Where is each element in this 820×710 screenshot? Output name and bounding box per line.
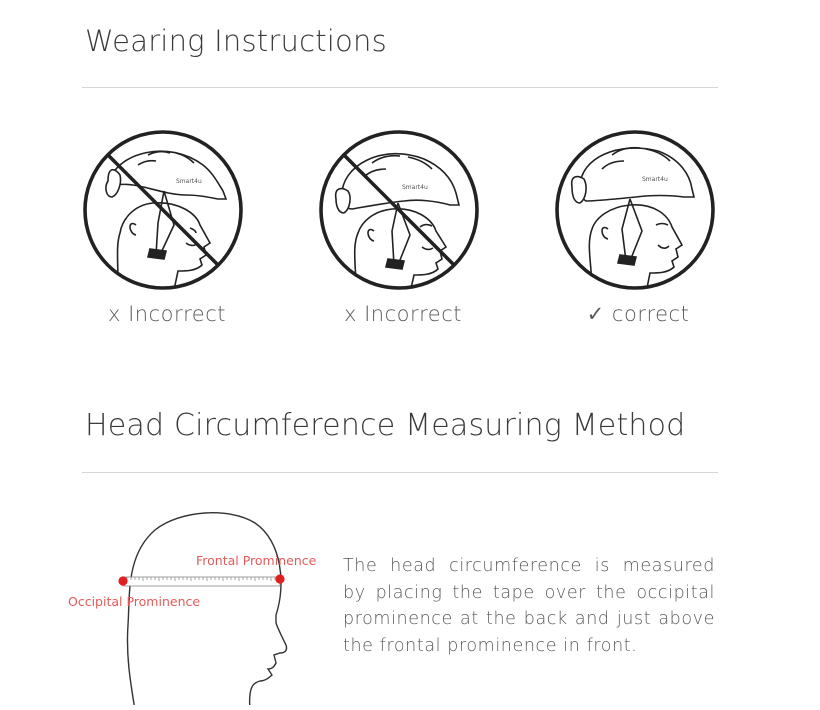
frontal-point [275,574,284,583]
measuring-description: The head circumference is measured by placing the tape over the occipital prominence at the back and just above the frontal prominence in front. [343,556,715,656]
divider [82,87,718,88]
divider [82,472,718,473]
helmet-brand-text: Smart4u [642,176,668,183]
caption-correct: ✓ correct [586,302,690,326]
caption-incorrect-1: x Incorrect [107,302,226,326]
helmet-correct-icon [550,125,720,295]
occipital-point [118,576,127,585]
head-measure-diagram [60,505,335,705]
label-frontal-prominence: Frontal Prominence [196,553,317,568]
section-title-head-measure: Head Circumference Measuring Method [85,408,686,443]
caption-incorrect-2: x Incorrect [343,302,462,326]
section-title-wearing: Wearing Instructions [85,24,387,58]
helmet-tilted-back-icon [78,125,248,295]
label-occipital-prominence: Occipital Prominence [68,594,201,609]
measuring-tape [123,577,280,586]
helmet-tilted-forward-icon [314,125,484,295]
helmet-brand-text: Smart4u [176,178,202,185]
helmet-brand-text: Smart4u [402,184,428,191]
